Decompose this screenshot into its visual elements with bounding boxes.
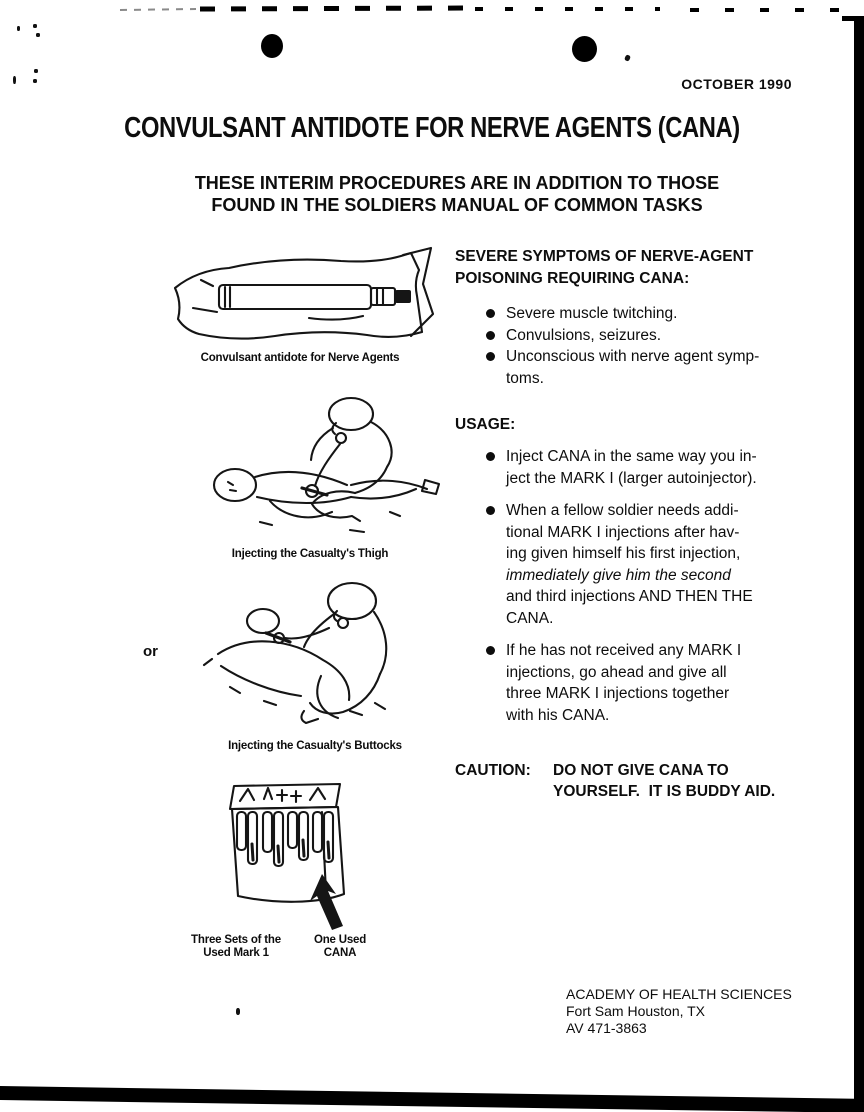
document-date: OCTOBER 1990 [681, 76, 792, 92]
caution-line: DO NOT GIVE CANA TO [553, 762, 729, 779]
symptoms-bullet-list [455, 303, 820, 389]
heading-line: SEVERE SYMPTOMS OF NERVE-AGENT [455, 248, 754, 265]
scanner-top-dash-artifacts [0, 0, 864, 20]
bullet-icon [486, 506, 495, 515]
figure3-caption: Injecting the Casualty's Buttocks [228, 740, 402, 752]
scan-speck [17, 26, 20, 31]
caution-label: CAUTION: [455, 762, 531, 779]
bullet-icon [486, 331, 495, 340]
bullet-text: three MARK I injections together [506, 685, 730, 702]
figure-injecting-thigh [200, 392, 453, 545]
bullet-text: tional MARK I injections after hav- [506, 523, 740, 541]
bullet-text: ing given himself his first injection, [506, 545, 741, 562]
bullet-icon [486, 352, 495, 361]
figure-injecting-buttocks [200, 575, 447, 728]
caution-line: YOURSELF. IT IS BUDDY AID. [553, 783, 776, 800]
bullet-icon [486, 646, 495, 655]
figure1-caption: Convulsant antidote for Nerve Agents [200, 352, 400, 364]
bullet-icon [486, 309, 495, 318]
caption-line: Used Mark 1 [203, 947, 269, 959]
list-item [455, 640, 820, 726]
scan-speck [33, 24, 37, 28]
bullet-text: and third injections AND THEN THE [506, 588, 753, 605]
bullet-icon [486, 452, 495, 461]
caption-line: Three Sets of the [191, 934, 281, 946]
footer-line: Fort Sam Houston, TX [566, 1003, 706, 1019]
list-item [455, 303, 820, 325]
footer-line: ACADEMY OF HEALTH SCIENCES [566, 986, 792, 1002]
footer-line: AV 471-3863 [566, 1020, 647, 1036]
usage-heading: USAGE: [455, 416, 516, 433]
scan-speck [36, 33, 40, 37]
bullet-text: with his CANA. [506, 706, 610, 724]
scan-speck [236, 1008, 240, 1015]
figure-autoinjector-in-pouch [163, 246, 437, 350]
symptoms-heading [455, 246, 815, 290]
bullet-text: Severe muscle twitching. [506, 305, 678, 322]
footer-address [566, 986, 826, 1037]
punch-hole-left [261, 34, 283, 58]
bullet-text: CANA. [506, 609, 554, 627]
bullet-text: When a fellow soldier needs addi- [506, 502, 739, 519]
bullet-text: injections, go ahead and give all [506, 663, 727, 681]
bullet-text: If he has not received any MARK I [506, 642, 742, 659]
or-label: or [143, 643, 158, 660]
caption-line: CANA [323, 947, 357, 959]
subtitle-line: THESE INTERIM PROCEDURES ARE IN ADDITION TO THOSE [194, 173, 720, 193]
caution-note [455, 760, 835, 802]
figure-used-injectors-pouch [222, 782, 357, 932]
scanner-edge-right [854, 16, 864, 1102]
list-item [455, 325, 820, 347]
page-subtitle [92, 172, 822, 216]
bullet-text-italic: immediately give him the second [506, 566, 731, 584]
figure4-caption-right [308, 934, 372, 960]
figure2-caption: Injecting the Casualty's Thigh [231, 548, 389, 560]
list-item [455, 346, 820, 389]
heading-line: POISONING REQUIRING CANA: [455, 270, 690, 287]
scanner-edge-bottom [0, 1086, 864, 1112]
figure4-caption-left [182, 934, 290, 960]
bullet-text: Unconscious with nerve agent symp- [506, 348, 760, 365]
caption-line: One Used [313, 934, 367, 946]
scan-speck [624, 54, 631, 62]
bullet-text: Inject CANA in the same way you in- [506, 448, 757, 465]
bullet-text: toms. [506, 369, 544, 387]
bullet-text: ject the MARK I (larger autoinjector). [506, 469, 757, 487]
scan-speck [34, 69, 38, 73]
page-title: CONVULSANT ANTIDOTE FOR NERVE AGENTS (CANA) [124, 112, 740, 144]
list-item [455, 446, 820, 489]
usage-bullet-list [455, 446, 820, 737]
list-item [455, 500, 820, 629]
bullet-text: Convulsions, seizures. [506, 326, 662, 344]
subtitle-line: FOUND IN THE SOLDIERS MANUAL OF COMMON TASKS [211, 195, 703, 215]
punch-hole-right [572, 36, 597, 62]
scanner-edge-hook [842, 16, 858, 21]
caution-text [553, 760, 775, 802]
